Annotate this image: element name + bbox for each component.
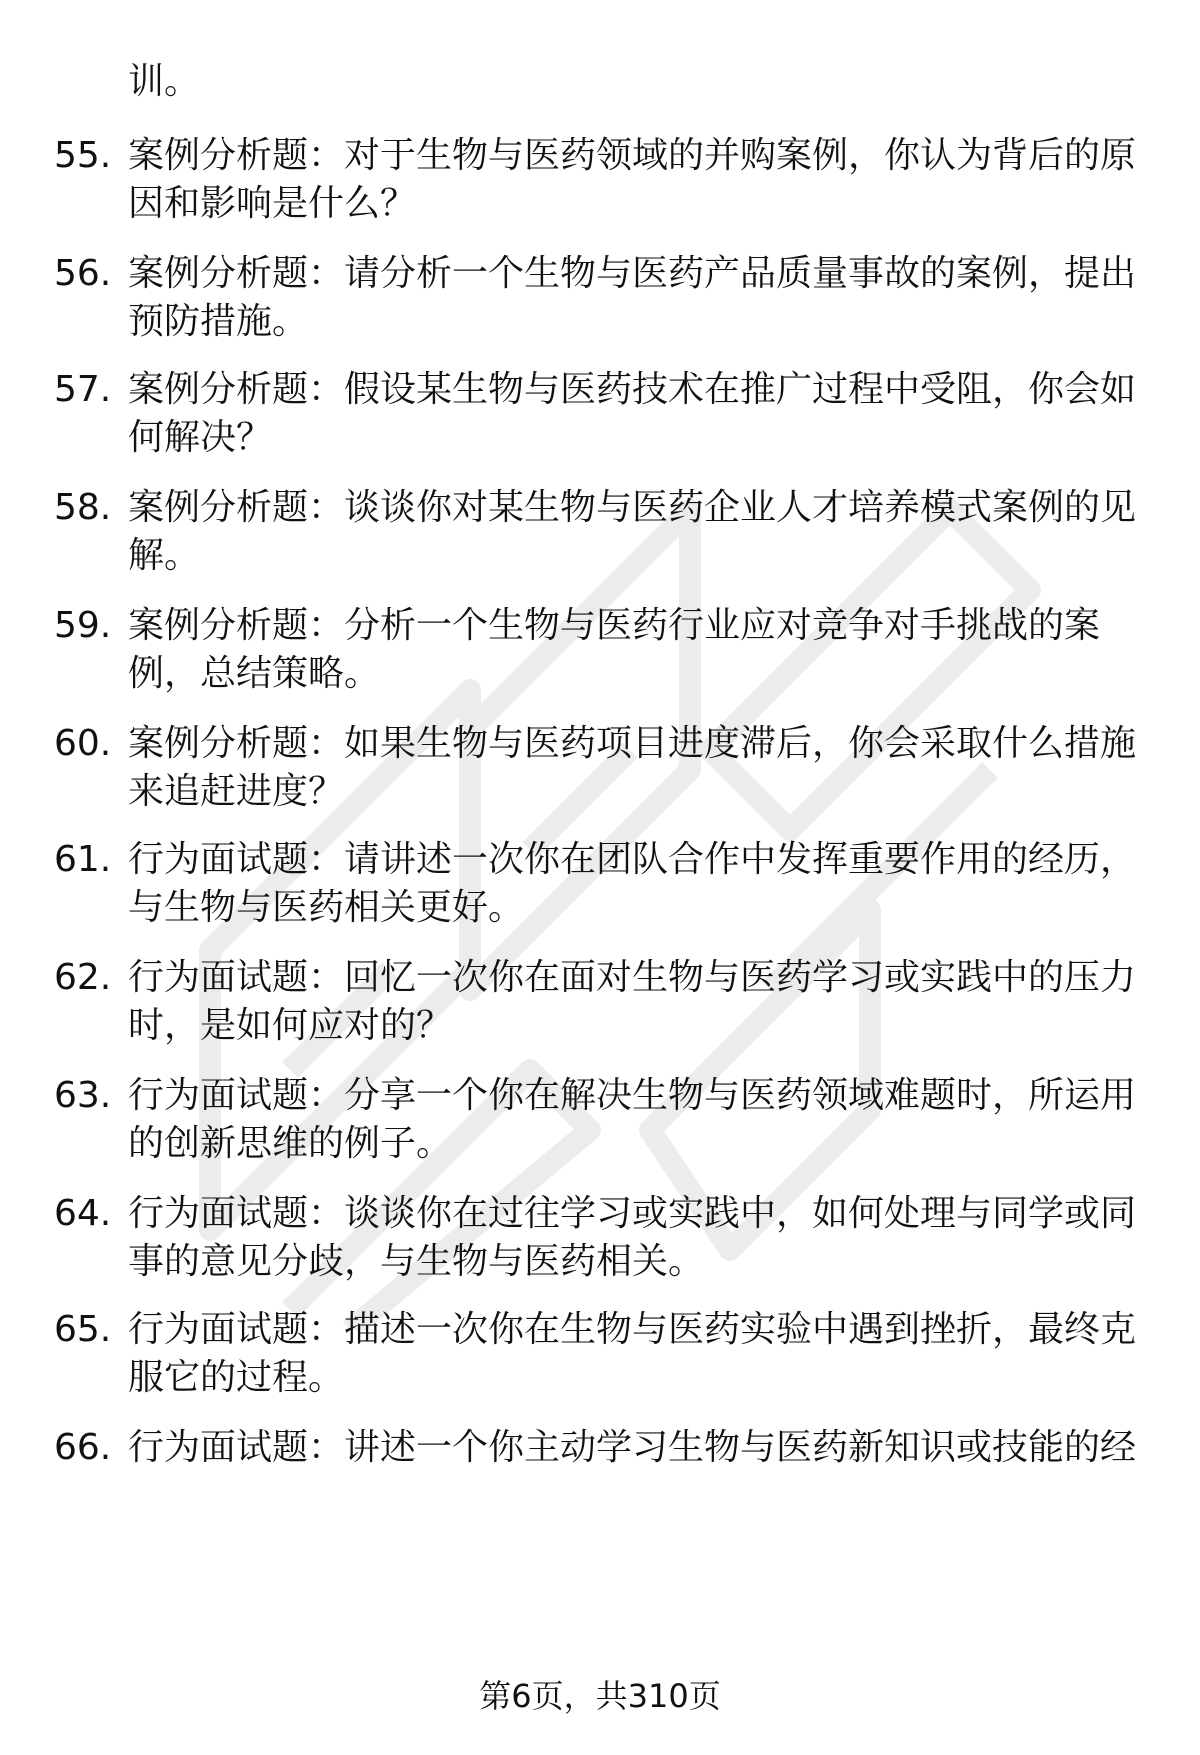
item-text: 案例分析题：对于生物与医药领域的并购案例，你认为背后的原因和影响是什么？ bbox=[128, 135, 1137, 224]
item-text: 行为面试题：讲述一个你主动学习生物与医药新知识或技能的经 bbox=[128, 1427, 1137, 1468]
item-text: 行为面试题：回忆一次你在面对生物与医药学习或实践中的压力时，是如何应对的？ bbox=[128, 957, 1137, 1046]
item-text: 案例分析题：请分析一个生物与医药产品质量事故的案例，提出预防措施。 bbox=[128, 253, 1137, 342]
item-number: 57. bbox=[54, 369, 112, 410]
page-footer: 第6页，共310页 bbox=[479, 1677, 721, 1715]
item-number: 60. bbox=[54, 723, 112, 764]
item-number: 63. bbox=[54, 1075, 112, 1116]
item-number: 59. bbox=[54, 605, 112, 646]
item-text: 案例分析题：如果生物与医药项目进度滞后，你会采取什么措施来追赶进度？ bbox=[128, 723, 1137, 812]
item-number: 65. bbox=[54, 1309, 112, 1350]
item-text: 行为面试题：谈谈你在过往学习或实践中，如何处理与同学或同事的意见分歧，与生物与医药相关。 bbox=[128, 1193, 1137, 1282]
item-text: 行为面试题：分享一个你在解决生物与医药领域难题时，所运用的创新思维的例子。 bbox=[128, 1075, 1137, 1164]
item-text: 案例分析题：谈谈你对某生物与医药企业人才培养模式案例的见解。 bbox=[128, 487, 1137, 576]
item-number: 66. bbox=[54, 1427, 112, 1468]
item-number: 55. bbox=[54, 135, 112, 176]
item-number: 56. bbox=[54, 253, 112, 294]
continued-text: 训。 bbox=[128, 61, 201, 102]
item-number: 61. bbox=[54, 839, 112, 880]
item-number: 62. bbox=[54, 957, 112, 998]
item-text: 案例分析题：分析一个生物与医药行业应对竞争对手挑战的案例，总结策略。 bbox=[128, 605, 1101, 694]
item-text: 行为面试题：请讲述一次你在团队合作中发挥重要作用的经历，与生物与医药相关更好。 bbox=[128, 839, 1137, 928]
item-number: 64. bbox=[54, 1193, 112, 1234]
item-number: 58. bbox=[54, 487, 112, 528]
item-text: 案例分析题：假设某生物与医药技术在推广过程中受阻，你会如何解决？ bbox=[128, 369, 1137, 458]
item-text: 行为面试题：描述一次你在生物与医药实验中遇到挫折，最终克服它的过程。 bbox=[128, 1309, 1137, 1398]
